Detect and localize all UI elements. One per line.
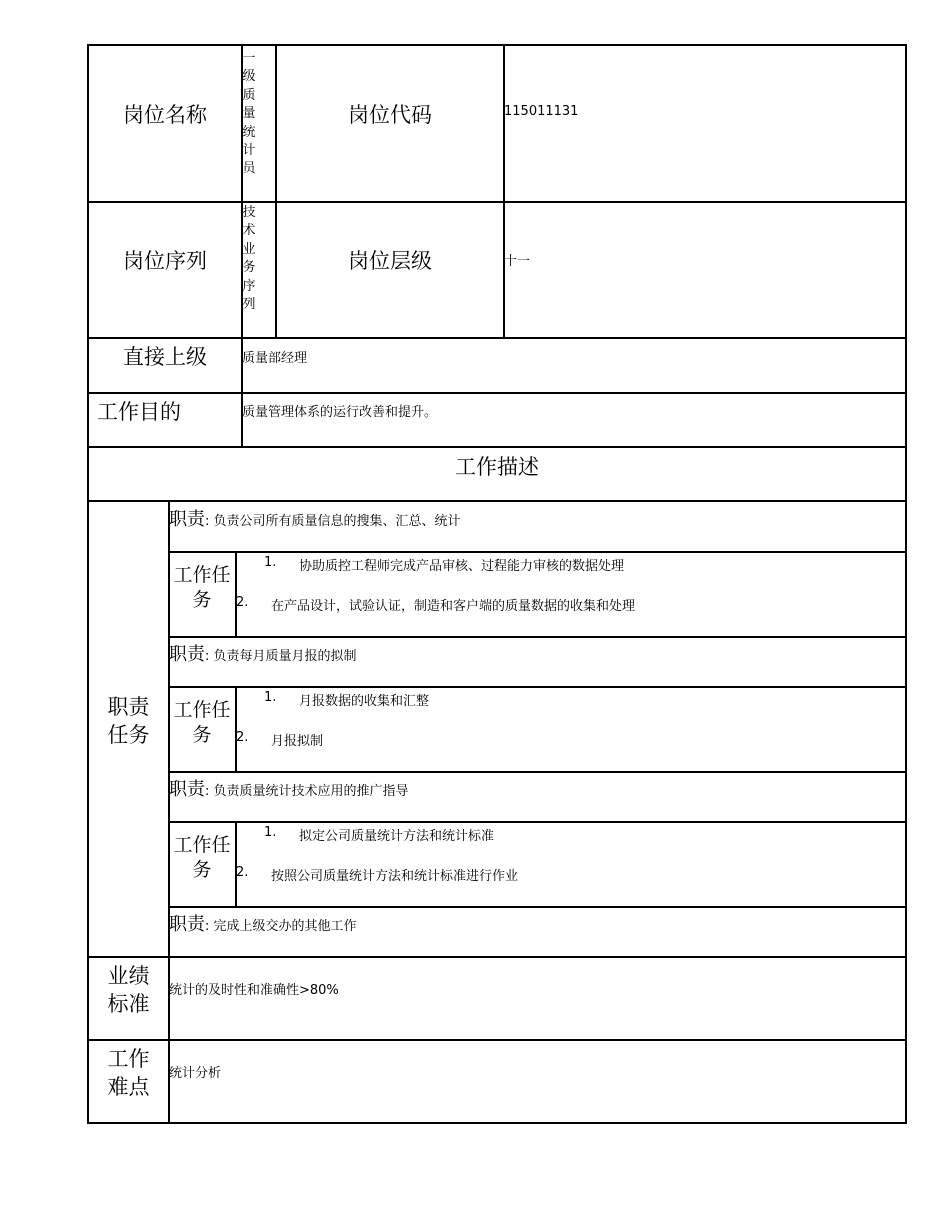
task-text: 协助质控工程师完成产品审核、过程能力审核的数据处理	[299, 559, 625, 574]
task-number: 1.	[264, 690, 277, 705]
difficulty-label-line2: 难点	[107, 1075, 150, 1099]
row-divider	[87, 201, 907, 203]
task-number: 1.	[264, 825, 277, 840]
task-text: 按照公司质量统计方法和统计标准进行作业	[271, 869, 519, 884]
duty-item	[169, 775, 409, 801]
task-label-line2: 务	[192, 724, 212, 746]
superior-label: 直接上级	[123, 345, 207, 369]
duty-item	[169, 505, 461, 531]
row-divider	[87, 446, 907, 448]
duty-label: 职责	[169, 914, 205, 935]
task-text: 在产品设计，试验认证，制造和客户端的质量数据的收集和处理	[271, 599, 636, 614]
task-label-line2: 务	[192, 589, 212, 611]
post-name-label: 岗位名称	[123, 103, 207, 127]
table-border-bottom	[87, 1122, 907, 1124]
row-divider	[168, 686, 907, 688]
task-label-line1: 工作任	[173, 564, 231, 586]
duty-item	[169, 640, 357, 666]
difficulty-value: 统计分析	[169, 1066, 222, 1081]
description-title: 工作描述	[455, 455, 539, 479]
row-divider	[168, 906, 907, 908]
task-text: 月报数据的收集和汇整	[299, 694, 430, 709]
duty-text: : 负责每月质量月报的拟制	[205, 649, 357, 664]
row-divider	[87, 500, 907, 502]
performance-label-line2: 标准	[107, 992, 150, 1016]
duty-text: : 负责质量统计技术应用的推广指导	[205, 784, 409, 799]
difficulty-label-line1: 工作	[107, 1047, 150, 1071]
duty-item	[169, 910, 357, 936]
row-divider	[168, 821, 907, 823]
row-divider	[168, 551, 907, 553]
row-divider	[87, 1039, 907, 1041]
superior-value: 质量部经理	[242, 351, 308, 366]
task-number: 2.	[236, 730, 249, 745]
performance-label-line1: 业绩	[107, 964, 150, 988]
post-code-value: 115011131	[504, 104, 579, 119]
task-label-line2: 务	[192, 859, 212, 881]
duties-side-label-line2: 任务	[107, 723, 150, 747]
post-series-value: 技术业务序列	[242, 205, 256, 313]
duty-label: 职责	[169, 779, 205, 800]
row-divider	[87, 337, 907, 339]
table-border-top	[87, 44, 907, 46]
table-border-right	[905, 44, 907, 1124]
row-divider	[87, 956, 907, 958]
purpose-label: 工作目的	[97, 400, 181, 424]
purpose-value: 质量管理体系的运行改善和提升。	[242, 405, 438, 420]
row-divider	[168, 636, 907, 638]
task-label-line1: 工作任	[173, 834, 231, 856]
performance-value: 统计的及时性和准确性>80%	[169, 983, 339, 998]
post-level-label: 岗位层级	[348, 249, 432, 273]
duty-label: 职责	[169, 509, 205, 530]
post-name-value: 一级质量统计员	[242, 51, 256, 177]
task-label-line1: 工作任	[173, 699, 231, 721]
task-number: 2.	[236, 595, 249, 610]
duty-text: : 完成上级交办的其他工作	[205, 919, 357, 934]
col-divider	[275, 44, 277, 339]
post-code-label: 岗位代码	[348, 103, 432, 127]
row-divider	[87, 392, 907, 394]
post-level-value: 十一	[504, 254, 531, 269]
duty-text: : 负责公司所有质量信息的搜集、汇总、统计	[205, 514, 461, 529]
duties-side-label-line1: 职责	[107, 695, 150, 719]
task-number: 2.	[236, 865, 249, 880]
post-series-label: 岗位序列	[123, 249, 207, 273]
task-number: 1.	[264, 555, 277, 570]
duty-label: 职责	[169, 644, 205, 665]
row-divider	[168, 771, 907, 773]
col-divider	[503, 44, 505, 339]
task-text: 月报拟制	[271, 734, 324, 749]
task-text: 拟定公司质量统计方法和统计标准	[299, 829, 495, 844]
